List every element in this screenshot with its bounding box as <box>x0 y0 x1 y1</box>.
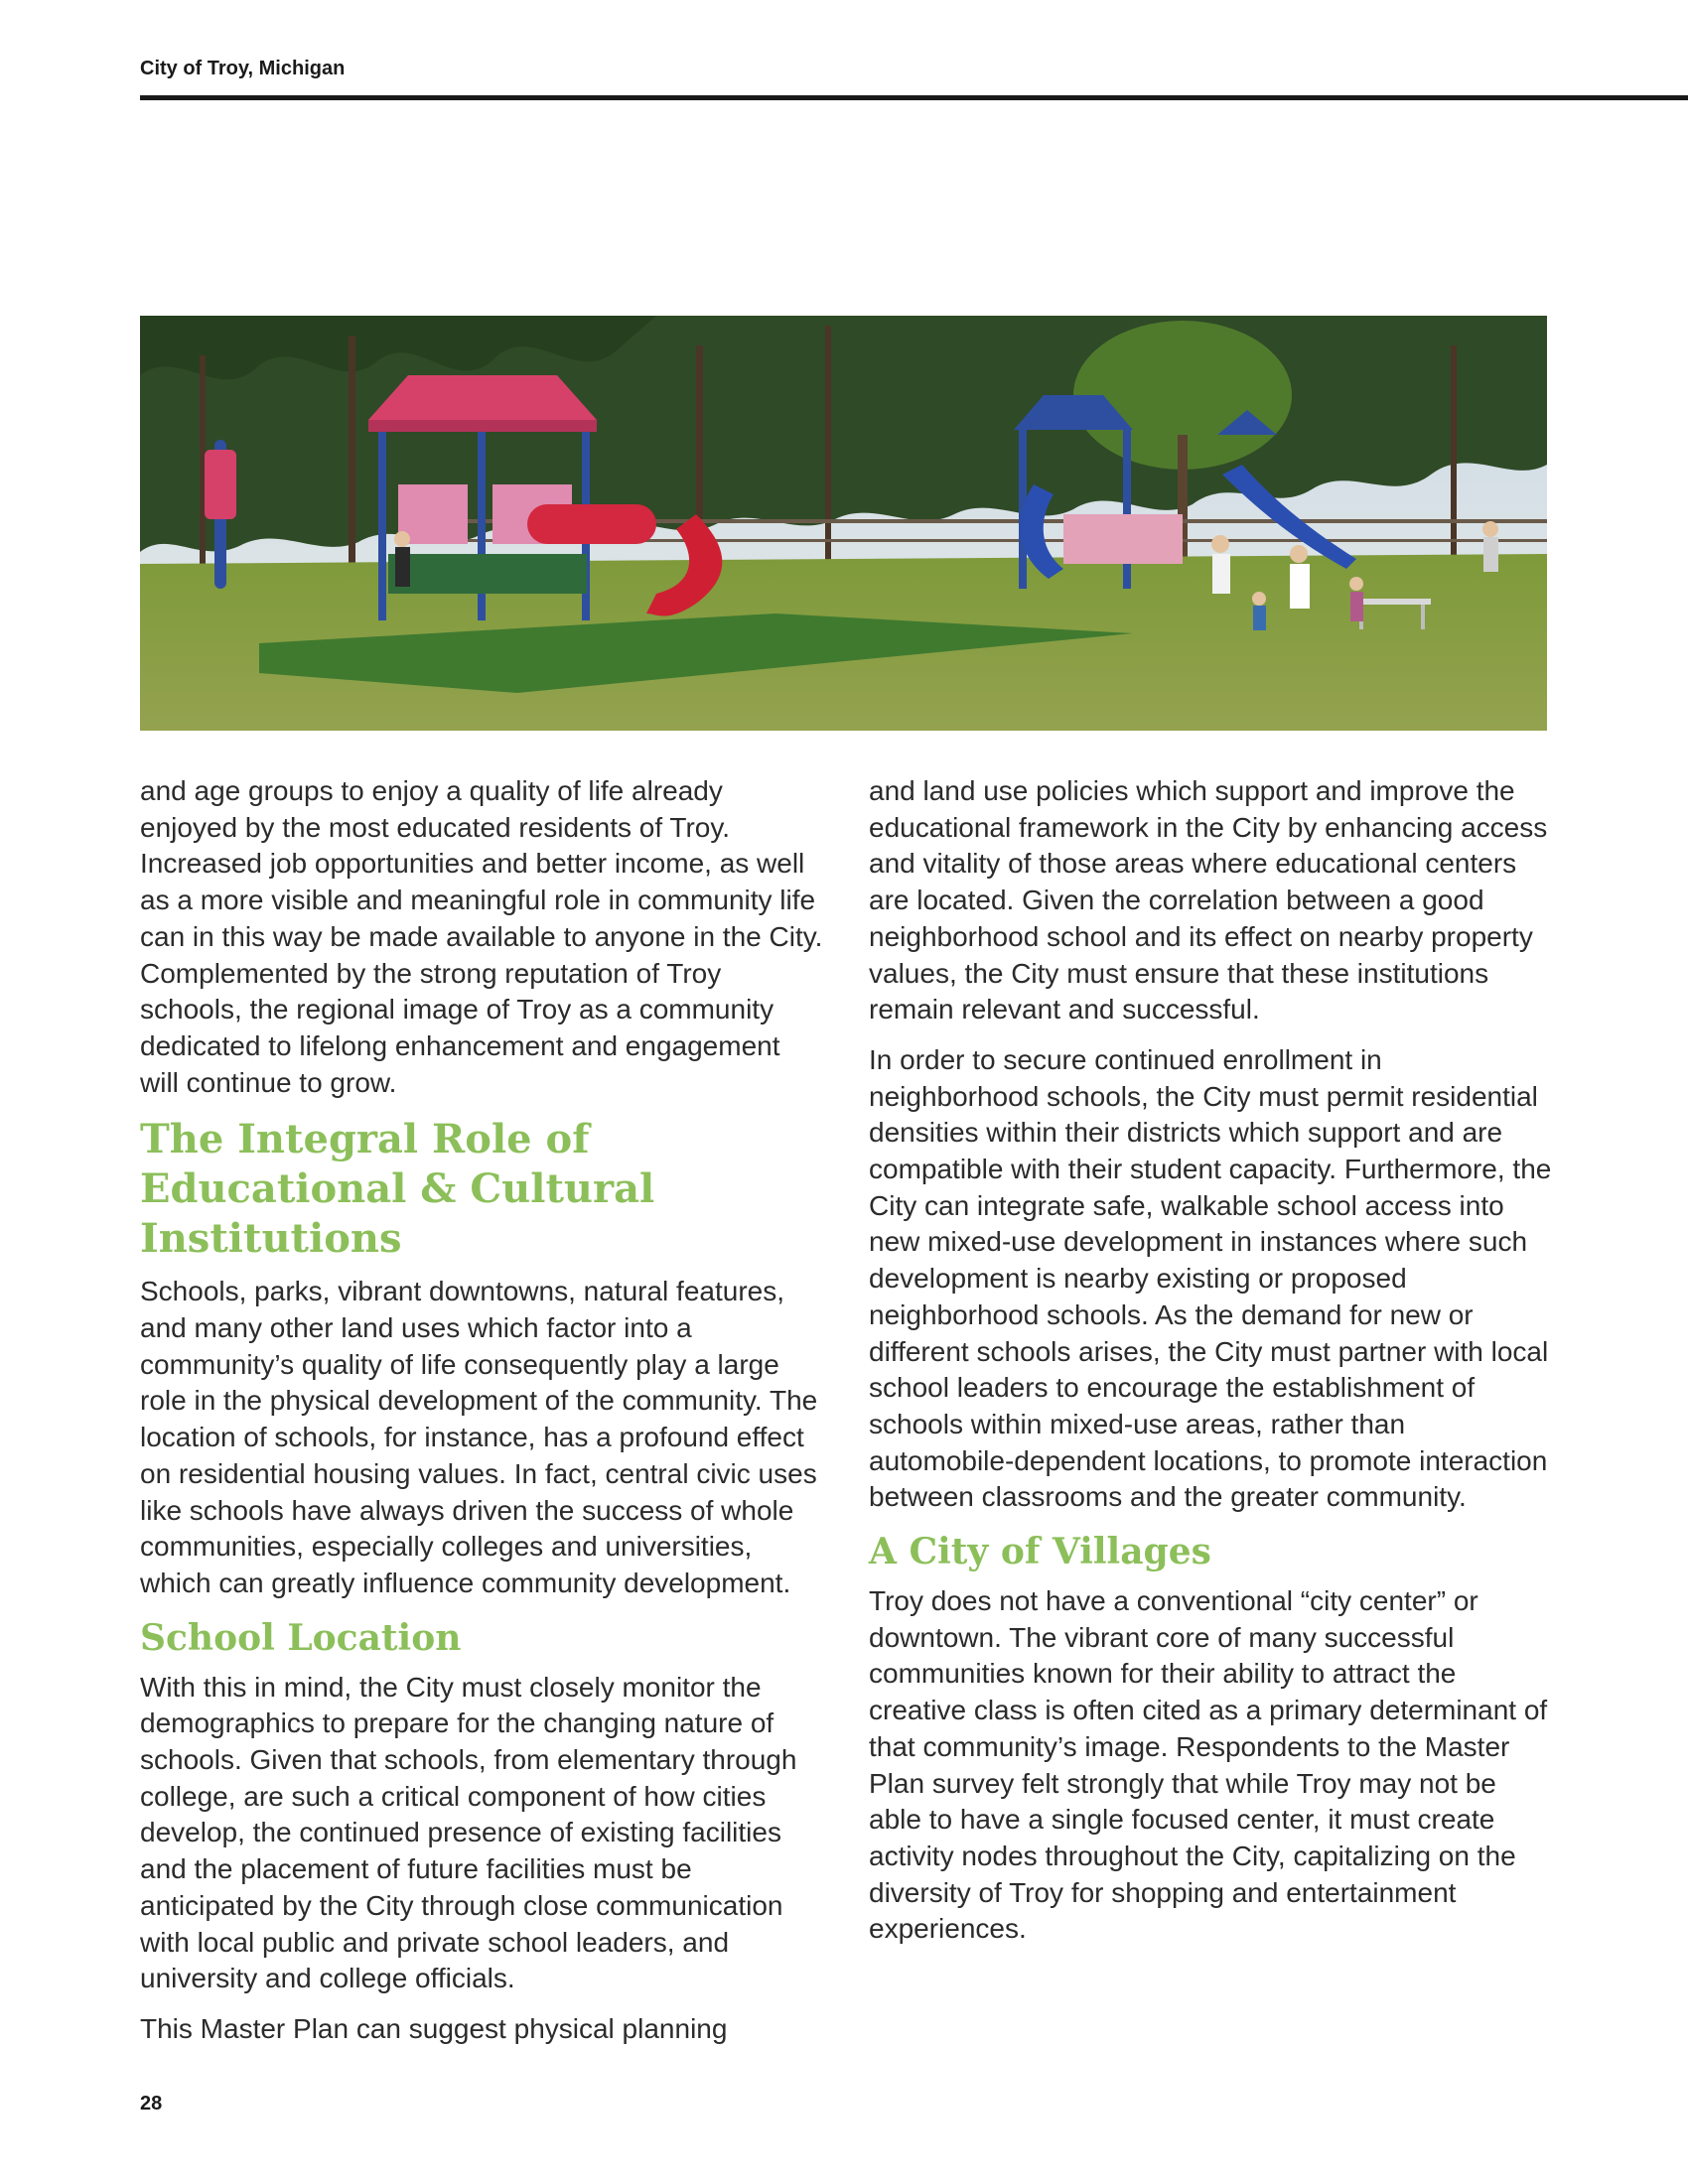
left-column <box>140 773 825 2062</box>
body-paragraph: and land use policies which support and improve the educational framework in the City by enhancing access and vitality of those areas where educational centers are located. Given the correlation between a good neighborhood school and its effect on nearby property values, the City must ensure that these institutions remain relevant and successful. <box>869 775 1548 1025</box>
playground-illustration <box>140 316 1547 731</box>
body-paragraph: With this in mind, the City must closely monitor the demographics to prepare for the changing nature of schools. Given that schools, from elementary through college, are such a critical component of how cities develop, the continued presence of existing facilities and the placement of future facilities must be anticipated by the City through close communication with local public and private school leaders, and university and college officials. <box>140 1671 797 1994</box>
playground-photo <box>140 316 1547 731</box>
body-paragraph: Troy does not have a conventional “city center” or downtown. The vibrant core of many successful communities known for their ability to attract the creative class is often cited as a primary determinant of that community’s image. Respondents to the Master Plan survey felt strongly that while Troy may not be able to have a single focused center, it must create activity nodes throughout the City, capitalizing on the diversity of Troy for shopping and entertainment experiences. <box>869 1585 1548 1945</box>
section-heading: The Integral Role of Educational & Cultural Institutions <box>140 1116 655 1263</box>
running-header: City of Troy, Michigan <box>140 58 346 79</box>
body-paragraph: This Master Plan can suggest physical planning <box>140 2012 728 2044</box>
section-heading: A City of Villages <box>869 1531 1211 1573</box>
section-heading: School Location <box>140 1616 462 1659</box>
right-column <box>869 773 1554 1962</box>
header-rule <box>140 95 1688 100</box>
body-paragraph: Schools, parks, vibrant downtowns, natural features, and many other land uses which factor into a community’s quality of life consequently play a large role in the physical development of the community. The location of schools, for instance, has a profound effect on residential housing values. In fact, central civic uses like schools have always driven the success of whole communities, especially colleges and universities, which can greatly influence community development. <box>140 1276 818 1598</box>
page-number: 28 <box>140 2093 163 2115</box>
body-paragraph: and age groups to enjoy a quality of life already enjoyed by the most educated residents of Troy. Increased job opportunities and better income, as well as a more visible and meaningful role in community life can in this way be made available to anyone in the City. Complemented by the strong reputation of Troy schools, the regional image of Troy as a community dedicated to lifelong enhancement and engagement will continue to grow. <box>140 775 823 1098</box>
body-paragraph: In order to secure continued enrollment in neighborhood schools, the City must permit residential densities within their districts which support and are compatible with their student capacity. Furthermore, the City can integrate safe, walkable school access into new mixed-use development in instances where such development is nearby existing or proposed neighborhood schools. As the demand for new or different schools arises, the City must partner with local school leaders to encourage the establishment of schools within mixed-use areas, rather than automobile-dependent locations, to promote interaction between classrooms and the greater community. <box>869 1043 1552 1513</box>
